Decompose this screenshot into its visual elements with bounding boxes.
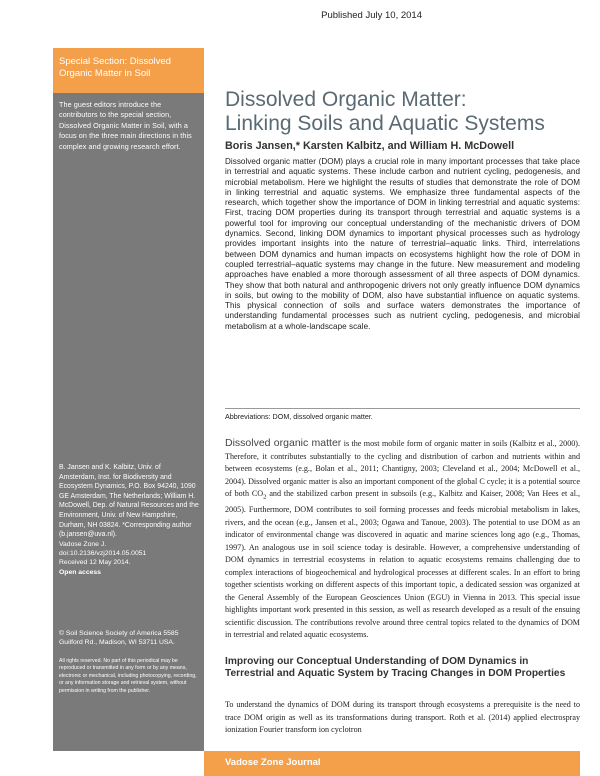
author-list: Boris Jansen,* Karsten Kalbitz, and William H. McDowell xyxy=(225,140,515,152)
open-access-label: Open access xyxy=(59,568,101,576)
divider xyxy=(225,408,580,409)
editor-intro: The guest editors introduce the contributors to the special section, Dissolved Organic Matter in Soil, with a focus on the three main directions in this complex and growing research effort. xyxy=(59,100,192,151)
co2-subscript: 2 xyxy=(263,493,267,501)
abstract: Dissolved organic matter (DOM) plays a crucial role in many important processes that take place in terrestrial and aquatic systems. These include carbon and nutrient cycling, pedogenesis, and microbial metabolism. Here we highlight the results of studies that demonstrate the role of DOM in linking terrestrial and aquatic systems. We emphasize three fundamental aspects of the research, which together show the importance of DOM in linking terrestrial and aquatic systems: First, tracing DOM properties during its transport through terrestrial and aquatic systems is a powerful tool for improving our conceptual understanding of the mechanistic drivers of DOM dynamics. Second, linking DOM dynamics to important physical processes such as hydrology provides important insights into the nature of terrestrial–aquatic links. Third, interrelations between DOM dynamics and human impacts on ecosystems highlight how the role of DOM in coupled terrestrial–aquatic systems may change in the future. New measurement and modeling approaches have enabled a more thorough assessment of all three aspects of DOM dynamics. They show that both natural and anthropogenic drivers not only greatly influence DOM dynamics in soils, but owing to the mobility of DOM, also have substantial influence on aquatic systems. This physical connection of soils and surface waters demonstrates the importance of understanding fundamental processes such as nutrient cycling, pedogenesis, and microbial metabolism at a whole-landscape scale. xyxy=(225,157,580,331)
doi: doi:10.2136/vzj2014.05.0051 xyxy=(59,550,147,558)
footer-journal-name: Vadose Zone Journal xyxy=(225,757,321,768)
received-date: Received 12 May 2014. xyxy=(59,559,131,567)
sidebar-info-panel xyxy=(53,93,204,751)
title-line-1: Dissolved Organic Matter: xyxy=(225,88,467,111)
special-section-label: Special Section: Dissolved Organic Matter in Soil xyxy=(53,48,204,93)
author-affiliations: B. Jansen and K. Kalbitz, Univ. of Amsterdam, Inst. for Biodiversity and Ecosystem Dynamics, P.O. Box 94240, 1090 GE Amsterdam, The Netherlands; William H. McDowell, Dep. of Natural Resources and the Environment, Univ. of New Hampshire, Durham, NH 03824. *Corresponding author (b.jansen@uva.nl). xyxy=(59,464,199,539)
journal-name: Vadose Zone J. xyxy=(59,541,107,548)
section-heading: Improving our Conceptual Understanding of DOM Dynamics in Terrestrial and Aquatic System by Tracing Changes in DOM Properties xyxy=(225,656,566,679)
section-paragraph: To understand the dynamics of DOM during its transport through ecosystems a prerequisite is the need to trace DOM origin as well as its transformations during transport. Roth et al. (2014) applied electrospray ionization Fourier transform ion cyclotron xyxy=(225,700,580,734)
sidebar xyxy=(0,0,204,776)
article-title xyxy=(225,88,580,136)
body-paragraph xyxy=(225,437,580,642)
publication-date: Published July 10, 2014 xyxy=(321,10,422,21)
journal-info xyxy=(59,540,199,577)
rights-statement: All rights reserved. No part of this periodical may be reproduced or transmitted in any form or by any means, electronic or mechanical, including photocopying, recording, or any information storage and retrieval system, without permission in writing from the publisher. xyxy=(59,658,197,694)
body-text-1: is the most mobile form of organic matter in soils (Kalbitz et al., 2000). Therefore, it contributes substantially to the cycling and distribution of carbon and nutrients within and between ecosystems (e.g., Bolan et al., 2011; Chantigny, 2003; Cleveland et al., 2004; McDowell et al., 2004). Dissolved organic matter is also an important component of the global C cycle; it is a potential source of both CO xyxy=(225,439,581,498)
copyright-notice: © Soil Science Society of America 5585 Guilford Rd., Madison, WI 53711 USA. xyxy=(59,630,179,646)
body-lead: Dissolved organic matter xyxy=(225,437,342,449)
footer-bar xyxy=(204,751,580,776)
body-text-2: and the stabilized carbon present in subsoils (e.g., Kalbitz and Kaiser, 2008; Van Hees et al., 2005). Furthermore, DOM contributes to soil forming processes and feeds microbial metabolism in lakes, rivers, and the ocean (e.g., Jansen et al., 2003; Ogawa and Tanoue, 2003). The potential to use DOM as an indicator of environmental change was discovered in aquatic and marine sciences long ago (e.g., Thomas, 1997). An analogous use in soil science today is desirable. However, a comprehensive understanding of DOM dynamics in terrestrial ecosystems in relation to aquatic ecosystems remains challenging due to complex interactions of biogeochemical and hydrological processes at different scales. In an effort to bring together scientists working on different aspects of this important topic, a dedicated session was organized at the General Assembly of the European Geosciences Union (EGU) in Vienna in 2013. This special issue highlights important work presented in this session, as well as research developed as a result of the ensuing scientific discussion. The contributions revolve around three central topics related to the dynamics of DOM in terrestrial and related aquatic ecosystems. xyxy=(225,489,581,640)
abbreviations: Abbreviations: DOM, dissolved organic matter. xyxy=(225,412,373,421)
title-line-2: Linking Soils and Aquatic Systems xyxy=(225,112,545,135)
